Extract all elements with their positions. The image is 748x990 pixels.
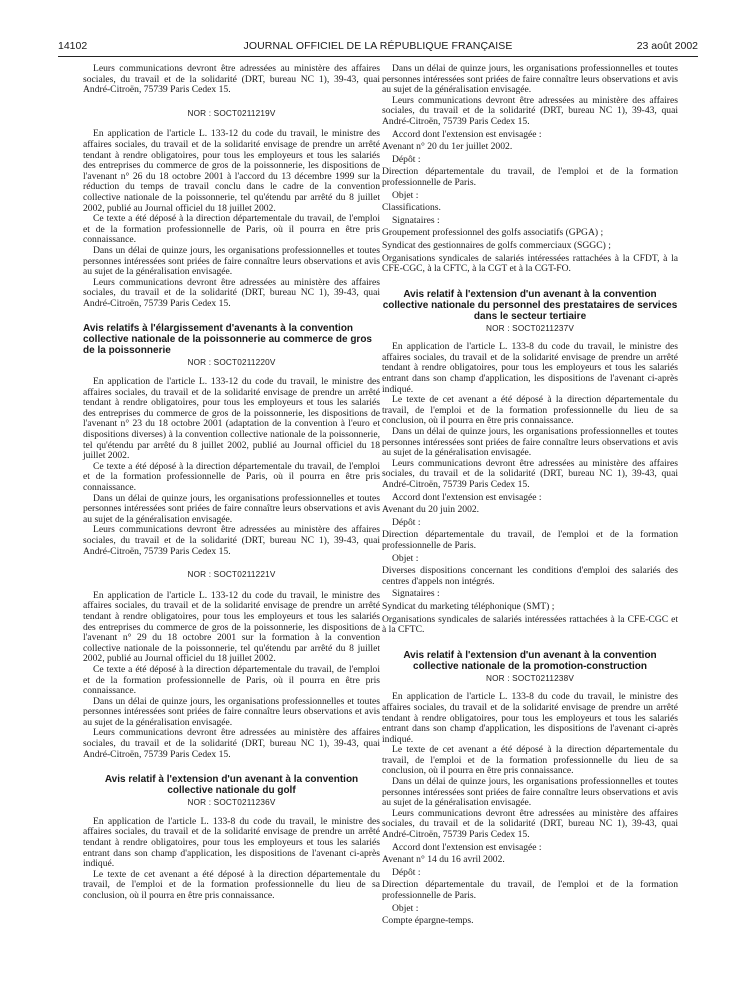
field-value: Direction départementale du travail, de l'emploi et de la formation professionnelle de Paris. <box>382 529 678 551</box>
paragraph: Leurs communications devront être adressées au ministère des affaires sociales, du travail et de la solidarité (DRT, bureau NC 1), 39-43, quai André-Citroën, 75739 Paris Cedex 15. <box>382 94 678 127</box>
paragraph: Leurs communications devront être adressées au ministère des affaires sociales, du travail et de la solidarité (DRT, bureau NC 1), 39-43, quai André-Citroën, 75739 Paris Cedex 15. <box>83 63 380 96</box>
field-label: Objet : <box>392 552 419 564</box>
right-column <box>382 64 678 929</box>
paragraph: En application de l'article L. 133-12 du code du travail, le ministre des affaires sociales, du travail et de la solidarité envisage de prendre un arrêté tendant à rendre obligatoires, pour tous les employeurs et tous les salariés des entreprises du commerce de gros de la poissonnerie, les dispositions de l'avenant n° 23 du 18 octobre 2001 (adaptation de la convention à l'euro et dispositions diverses) à la convention collective nationale de la poissonnerie, tel qu'étendu par arrêté du 8 juillet 2002, publié au Journal officiel du 18 juillet 2002. <box>83 376 380 462</box>
nor-reference: NOR : SOCT0211220V <box>187 358 276 368</box>
signatory: Syndicat des gestionnaires de golfs commerciaux (SGGC) ; <box>382 239 611 251</box>
field-value: Avenant du 20 juin 2002. <box>382 504 480 516</box>
paragraph: Ce texte a été déposé à la direction départementale du travail, de l'emploi et de la formation professionnelle de Paris, où il pourra en être pris connaissance. <box>83 663 380 697</box>
field-value: Diverses dispositions concernant les conditions d'emploi des salariés des centres d'appels non intégrés. <box>382 565 678 587</box>
paragraph: Leurs communications devront être adressées au ministère des affaires sociales, du travail et de la solidarité (DRT, bureau NC 1), 39-43, quai André-Citroën, 75739 Paris Cedex 15. <box>83 727 380 760</box>
paragraph: Leurs communications devront être adressées au ministère des affaires sociales, du travail et de la solidarité (DRT, bureau NC 1), 39-43, quai André-Citroën, 75739 Paris Cedex 15. <box>83 276 380 309</box>
field-label: Accord dont l'extension est envisagée : <box>392 491 542 503</box>
paragraph: Dans un délai de quinze jours, les organisations professionnelles et toutes personnes intéressées sont priées de faire connaître leurs observations et avis au sujet de la généralisation envisagée. <box>382 63 678 96</box>
nor-reference: NOR : SOCT0211236V <box>187 798 276 808</box>
field-label: Dépôt : <box>392 153 421 165</box>
field-label: Signataires : <box>392 588 440 600</box>
paragraph: Le texte de cet avenant a été déposé à la direction départementale du travail, de l'emploi et de la formation professionnelle du lieu de sa conclusion, où il pourra en être pris connaissance. <box>83 868 380 901</box>
issue-date: 23 août 2002 <box>636 40 698 52</box>
signatory: Organisations syndicales de salariés intéressées rattachées à la CFDT, à la CFE-CGC, à la CFTC, à la CGT et à la CGT-FO. <box>382 252 678 275</box>
section-heading: Avis relatif à l'extension d'un avenant à la convention collective nationale de la promotion-construction <box>403 649 657 672</box>
signatory: Groupement professionnel des golfs associatifs (GPGA) ; <box>382 227 604 239</box>
field-value: Direction départementale du travail, de l'emploi et de la formation professionnelle de Paris. <box>382 879 678 901</box>
nor-reference: NOR : SOCT0211238V <box>485 673 575 683</box>
signatory: Syndicat du marketing téléphonique (SMT) ; <box>382 600 555 612</box>
journal-title: JOURNAL OFFICIEL DE LA RÉPUBLIQUE FRANÇAISE <box>243 40 513 52</box>
field-value: Compte épargne-temps. <box>382 915 474 927</box>
paragraph: Le texte de cet avenant a été déposé à la direction départementale du travail, de l'emploi et de la formation professionnelle du lieu de sa conclusion, où il pourra en être pris connaissance. <box>382 394 678 427</box>
field-value: Avenant n° 14 du 16 avril 2002. <box>382 854 505 866</box>
paragraph: Ce texte a été déposé à la direction départementale du travail, de l'emploi et de la formation professionnelle de Paris, où il pourra en être pris connaissance. <box>83 460 380 493</box>
field-label: Dépôt : <box>392 866 421 878</box>
field-label: Dépôt : <box>392 516 421 528</box>
paragraph: En application de l'article L. 133-8 du code du travail, le ministre des affaires sociales, du travail et de la solidarité envisage de prendre un arrêté tendant à rendre obligatoires, pour tous les employeurs et tous les salariés entrant dans son champ d'application, les dispositions de l'avenant ci-après indiqué. <box>382 341 678 395</box>
field-label: Objet : <box>392 189 419 201</box>
section-heading: Avis relatif à l'extension d'un avenant à la convention collective nationale du golf <box>104 774 359 797</box>
paragraph: Dans un délai de quinze jours, les organisations professionnelles et toutes personnes intéressées sont priées de faire connaître leurs observations et avis au sujet de la généralisation envisagée. <box>83 244 380 278</box>
paragraph: Ce texte a été déposé à la direction départementale du travail, de l'emploi et de la formation professionnelle de Paris, où il pourra en être pris connaissance. <box>83 213 380 246</box>
section-heading: Avis relatifs à l'élargissement d'avenants à la convention collective nationale de la poissonnerie au commerce de gros de la poissonnerie <box>83 323 372 357</box>
nor-reference: NOR : SOCT0211219V <box>187 108 276 118</box>
paragraph: Dans un délai de quinze jours, les organisations professionnelles et toutes personnes intéressées sont priées de faire connaître leurs observations et avis au sujet de la généralisation envisagée. <box>83 695 380 728</box>
nor-reference: NOR : SOCT0211221V <box>187 570 276 580</box>
field-label: Accord dont l'extension est envisagée : <box>392 841 542 853</box>
paragraph: Leurs communications devront être adressées au ministère des affaires sociales, du travail et de la solidarité (DRT, bureau NC 1), 39-43, quai André-Citroën, 75739 Paris Cedex 15. <box>382 457 678 490</box>
paragraph: Leurs communications devront être adressées au ministère des affaires sociales, du travail et de la solidarité (DRT, bureau NC 1), 39-43, quai André-Citroën, 75739 Paris Cedex 15. <box>382 807 678 841</box>
paragraph: Dans un délai de quinze jours, les organisations professionnelles et toutes personnes intéressées sont priées de faire connaître leurs observations et avis au sujet de la généralisation envisagée. <box>83 492 380 525</box>
paragraph: En application de l'article L. 133-12 du code du travail, le ministre des affaires sociales, du travail et de la solidarité envisage de prendre un arrêté tendant à rendre obligatoires, pour tous les employeurs et tous les salariés des entreprises du commerce de gros de la poissonnerie, les dispositions de l'avenant n° 26 du 18 octobre 2001 à l'accord du 13 décembre 1999 sur la réduction du temps de travail conclu dans le cadre de la convention collective nationale de la poissonnerie, tel qu'étendu par arrêté du 8 juillet 2002, publié au Journal officiel du 18 juillet 2002. <box>83 128 380 214</box>
field-label: Accord dont l'extension est envisagée : <box>392 128 542 140</box>
paragraph: En application de l'article L. 133-8 du code du travail, le ministre des affaires sociales, du travail et de la solidarité envisage de prendre un arrêté tendant à rendre obligatoires, pour tous les employeurs et tous les salariés entrant dans son champ d'application, les dispositions de l'avenant ci-après indiqué. <box>382 691 678 745</box>
field-label: Objet : <box>392 902 419 914</box>
field-value: Direction départementale du travail, de l'emploi et de la formation professionnelle de Paris. <box>382 166 678 188</box>
page-header <box>58 40 698 56</box>
left-column <box>83 64 380 902</box>
signatory: Organisations syndicales de salariés intéressées rattachées à la CFE-CGC et à la CFTC. <box>382 613 678 636</box>
paragraph: En application de l'article L. 133-8 du code du travail, le ministre des affaires sociales, du travail et de la solidarité envisage de prendre un arrêté tendant à rendre obligatoires, pour tous les employeurs et tous les salariés entrant dans son champ d'application, les dispositions de l'avenant ci-après indiqué. <box>83 815 380 870</box>
field-value: Avenant n° 20 du 1er juillet 2002. <box>382 141 513 153</box>
page-number: 14102 <box>58 40 88 52</box>
paragraph: En application de l'article L. 133-12 du code du travail, le ministre des affaires sociales, du travail et de la solidarité envisage de prendre un arrêté tendant à rendre obligatoires, pour tous les employeurs et tous les salariés des entreprises du commerce de gros de la poissonnerie, les dispositions de l'avenant n° 29 du 18 octobre 2001 sur la formation à la convention collective nationale de la poissonnerie, tel qu'étendu par arrêté du 8 juillet 2002, publié au Journal officiel du 18 juillet 2002. <box>83 589 380 665</box>
paragraph: Leurs communications devront être adressées au ministère des affaires sociales, du travail et de la solidarité (DRT, bureau NC 1), 39-43, quai André-Citroën, 75739 Paris Cedex 15. <box>83 524 380 557</box>
section-heading: Avis relatif à l'extension d'un avenant à la convention collective nationale du personnel des prestataires de services dans le secteur tertiaire <box>382 288 678 322</box>
header-rule <box>58 56 698 57</box>
paragraph: Le texte de cet avenant a été déposé à la direction départementale du travail, de l'emploi et de la formation professionnelle du lieu de sa conclusion, où il pourra en être pris connaissance. <box>382 744 678 777</box>
paragraph: Dans un délai de quinze jours, les organisations professionnelles et toutes personnes intéressées sont priées de faire connaître leurs observations et avis au sujet de la généralisation envisagée. <box>382 776 678 809</box>
nor-reference: NOR : SOCT0211237V <box>485 323 575 333</box>
field-value: Classifications. <box>382 202 441 214</box>
paragraph: Dans un délai de quinze jours, les organisations professionnelles et toutes personnes intéressées sont priées de faire connaître leurs observations et avis au sujet de la généralisation envisagée. <box>382 426 678 459</box>
field-label: Signataires : <box>392 214 440 226</box>
